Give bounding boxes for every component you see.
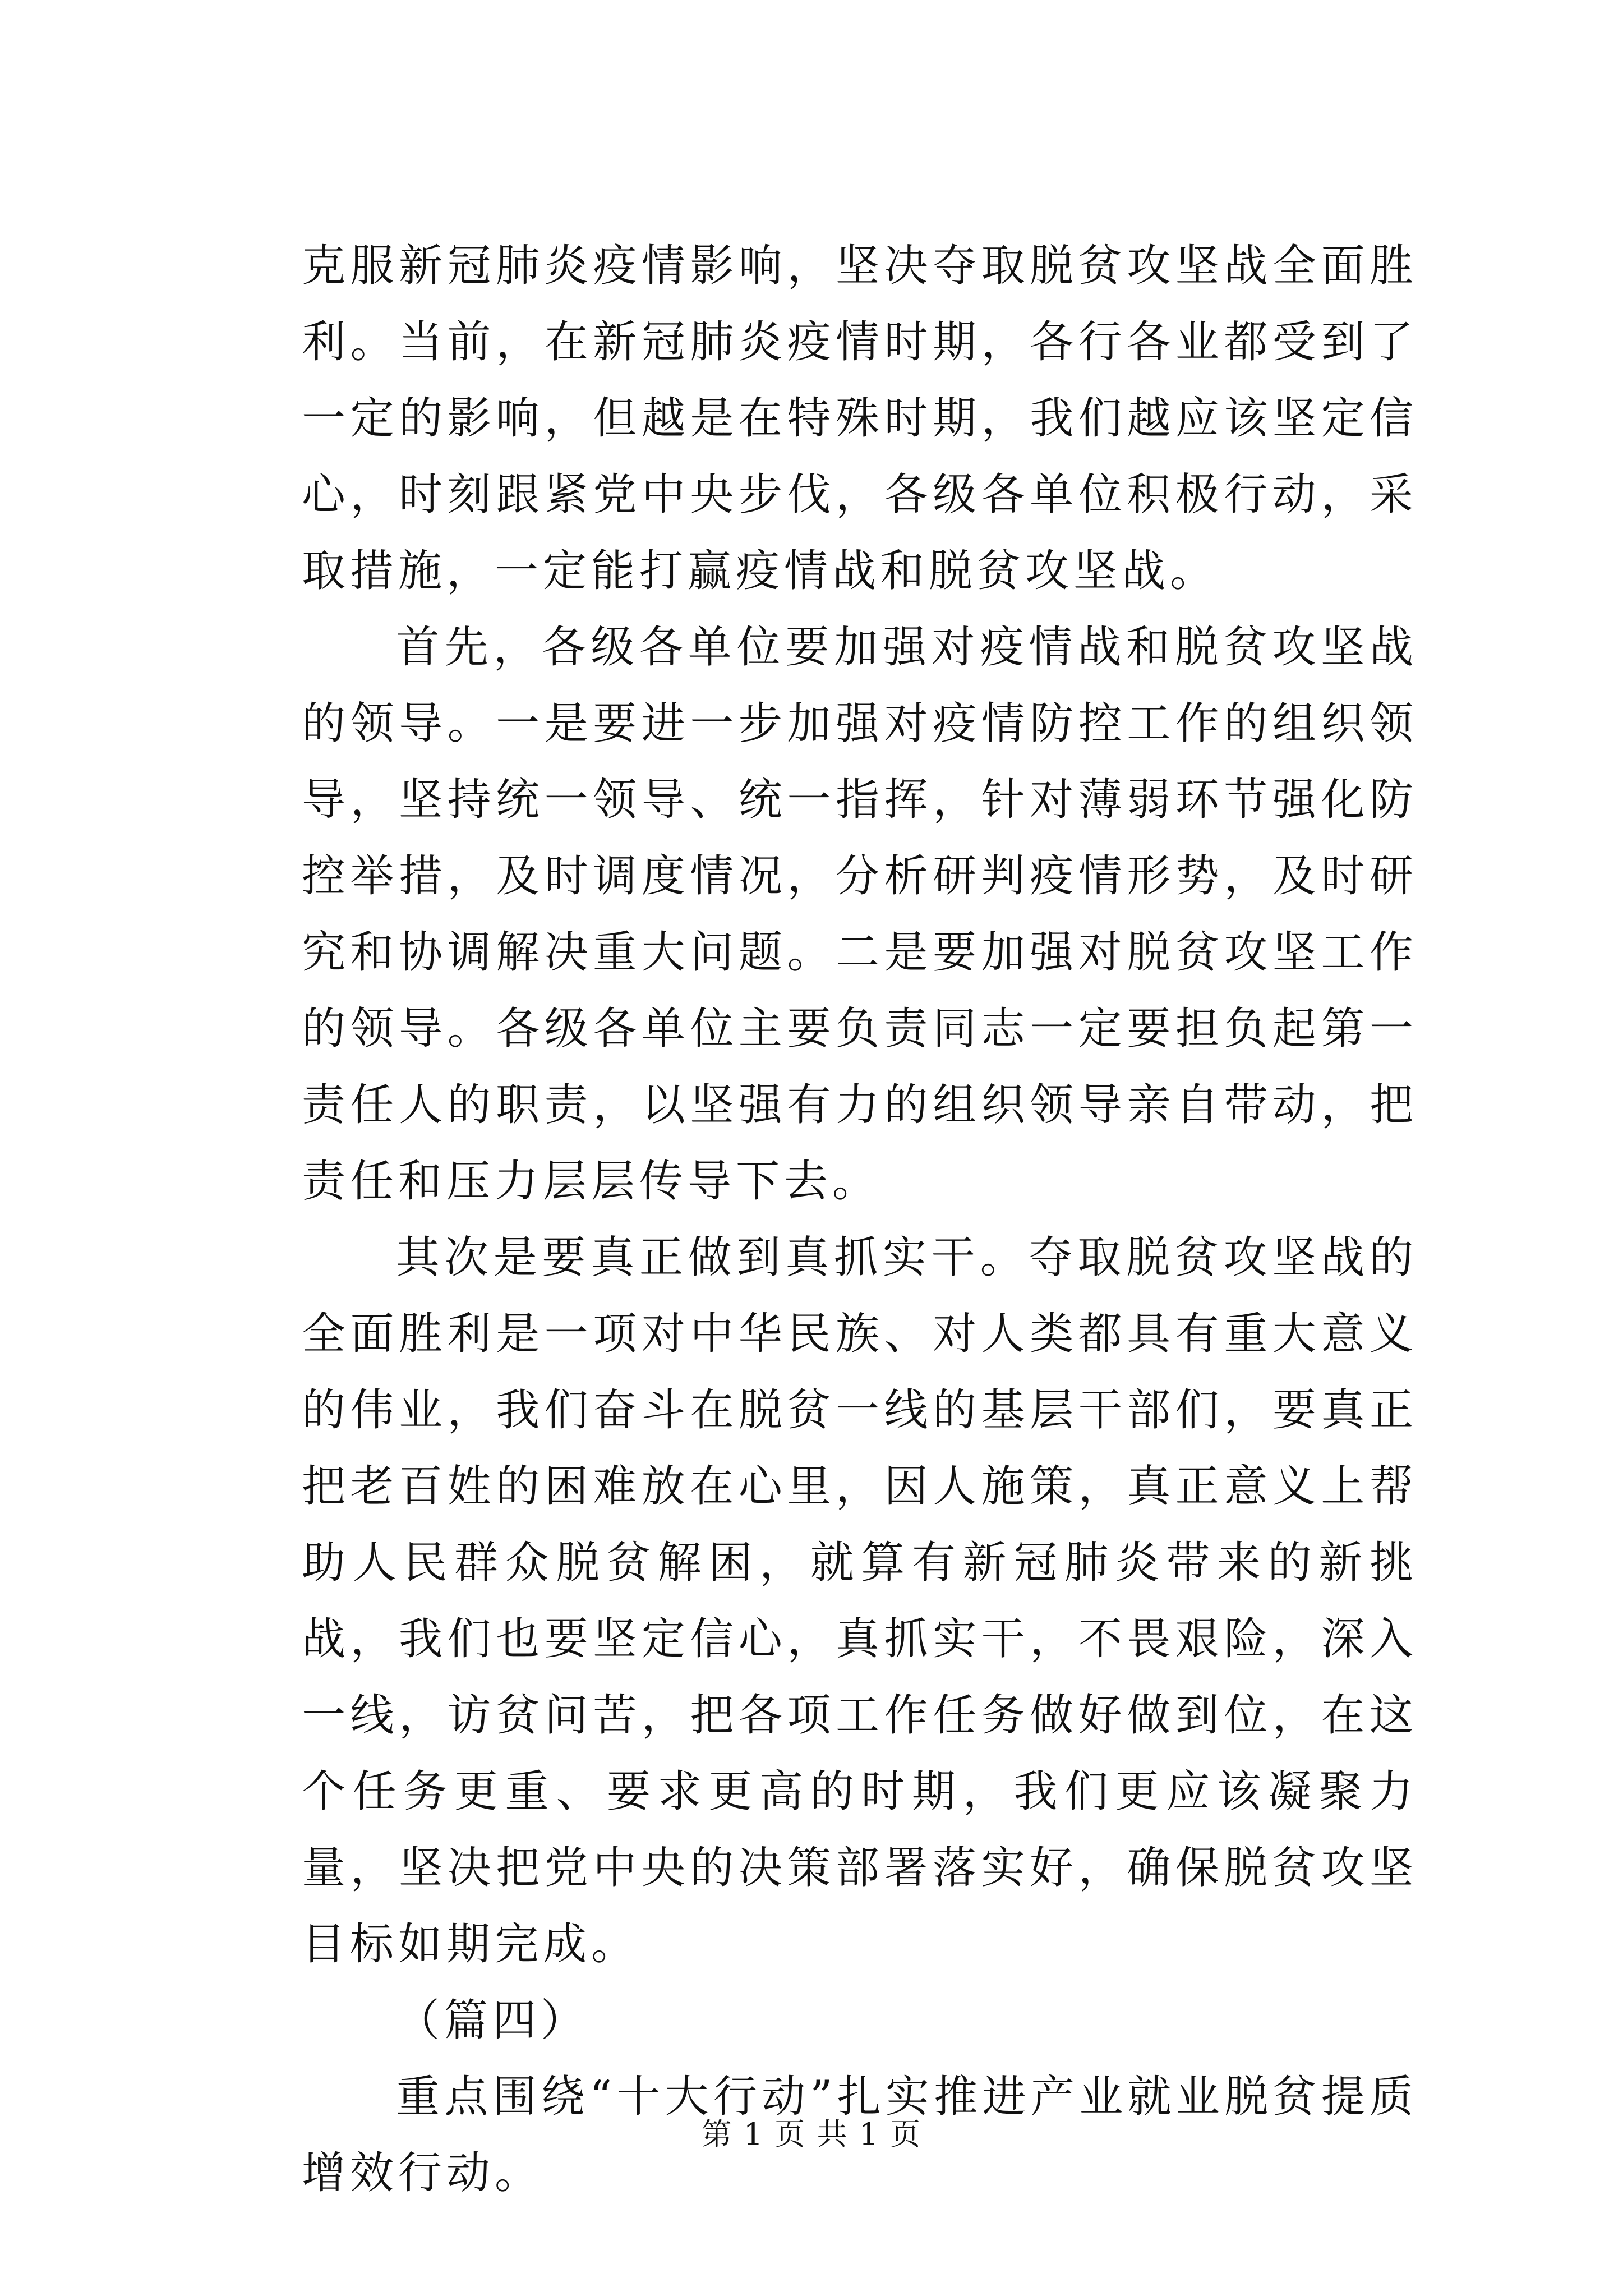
paragraph-5: 重点围绕“十大行动”扎实推进产业就业脱贫提质增效行动。	[302, 2072, 1418, 2198]
section-heading-part-four: （篇四）	[396, 1995, 589, 2046]
paragraph-3: 其次是要真正做到真抓实干。夺取脱贫攻坚战的全面胜利是一项对中华民族、对人类都具有重大意义的伟业，我们奋斗在脱贫一线的基层干部们，要真正把老百姓的困难放在心里，因人施策，真正意义上帮助人民群众脱贫解困，就算有新冠肺炎带来的新挑战，我们也要坚定信心，真抓实干，不畏艰险，深入一线，访贫问苦，把各项工作任务做好做到位，在这个任务更重、要求更高的时期，我们更应该凝聚力量，坚决把党中央的决策部署落实好，确保脱贫攻坚目标如期完成。	[302, 1232, 1418, 1970]
document-body	[302, 228, 1418, 2211]
page-number-footer: 第 1 页 共 1 页	[701, 2116, 922, 2152]
paragraph-2: 首先，各级各单位要加强对疫情战和脱贫攻坚战的领导。一是要进一步加强对疫情防控工作的组织领导，坚持统一领导、统一指挥，针对薄弱环节强化防控举措，及时调度情况，分析研判疫情形势，及时研究和协调解决重大问题。二是要加强对脱贫攻坚工作的领导。各级各单位主要负责同志一定要担负起第一责任人的职责，以坚强有力的组织领导亲自带动，把责任和压力层层传导下去。	[302, 622, 1418, 1207]
paragraph-1: 克服新冠肺炎疫情影响，坚决夺取脱贫攻坚战全面胜利。当前，在新冠肺炎疫情时期，各行各业都受到了一定的影响，但越是在特殊时期，我们越应该坚定信心，时刻跟紧党中央步伐，各级各单位积极行动，采取措施，一定能打赢疫情战和脱贫攻坚战。	[302, 241, 1418, 596]
